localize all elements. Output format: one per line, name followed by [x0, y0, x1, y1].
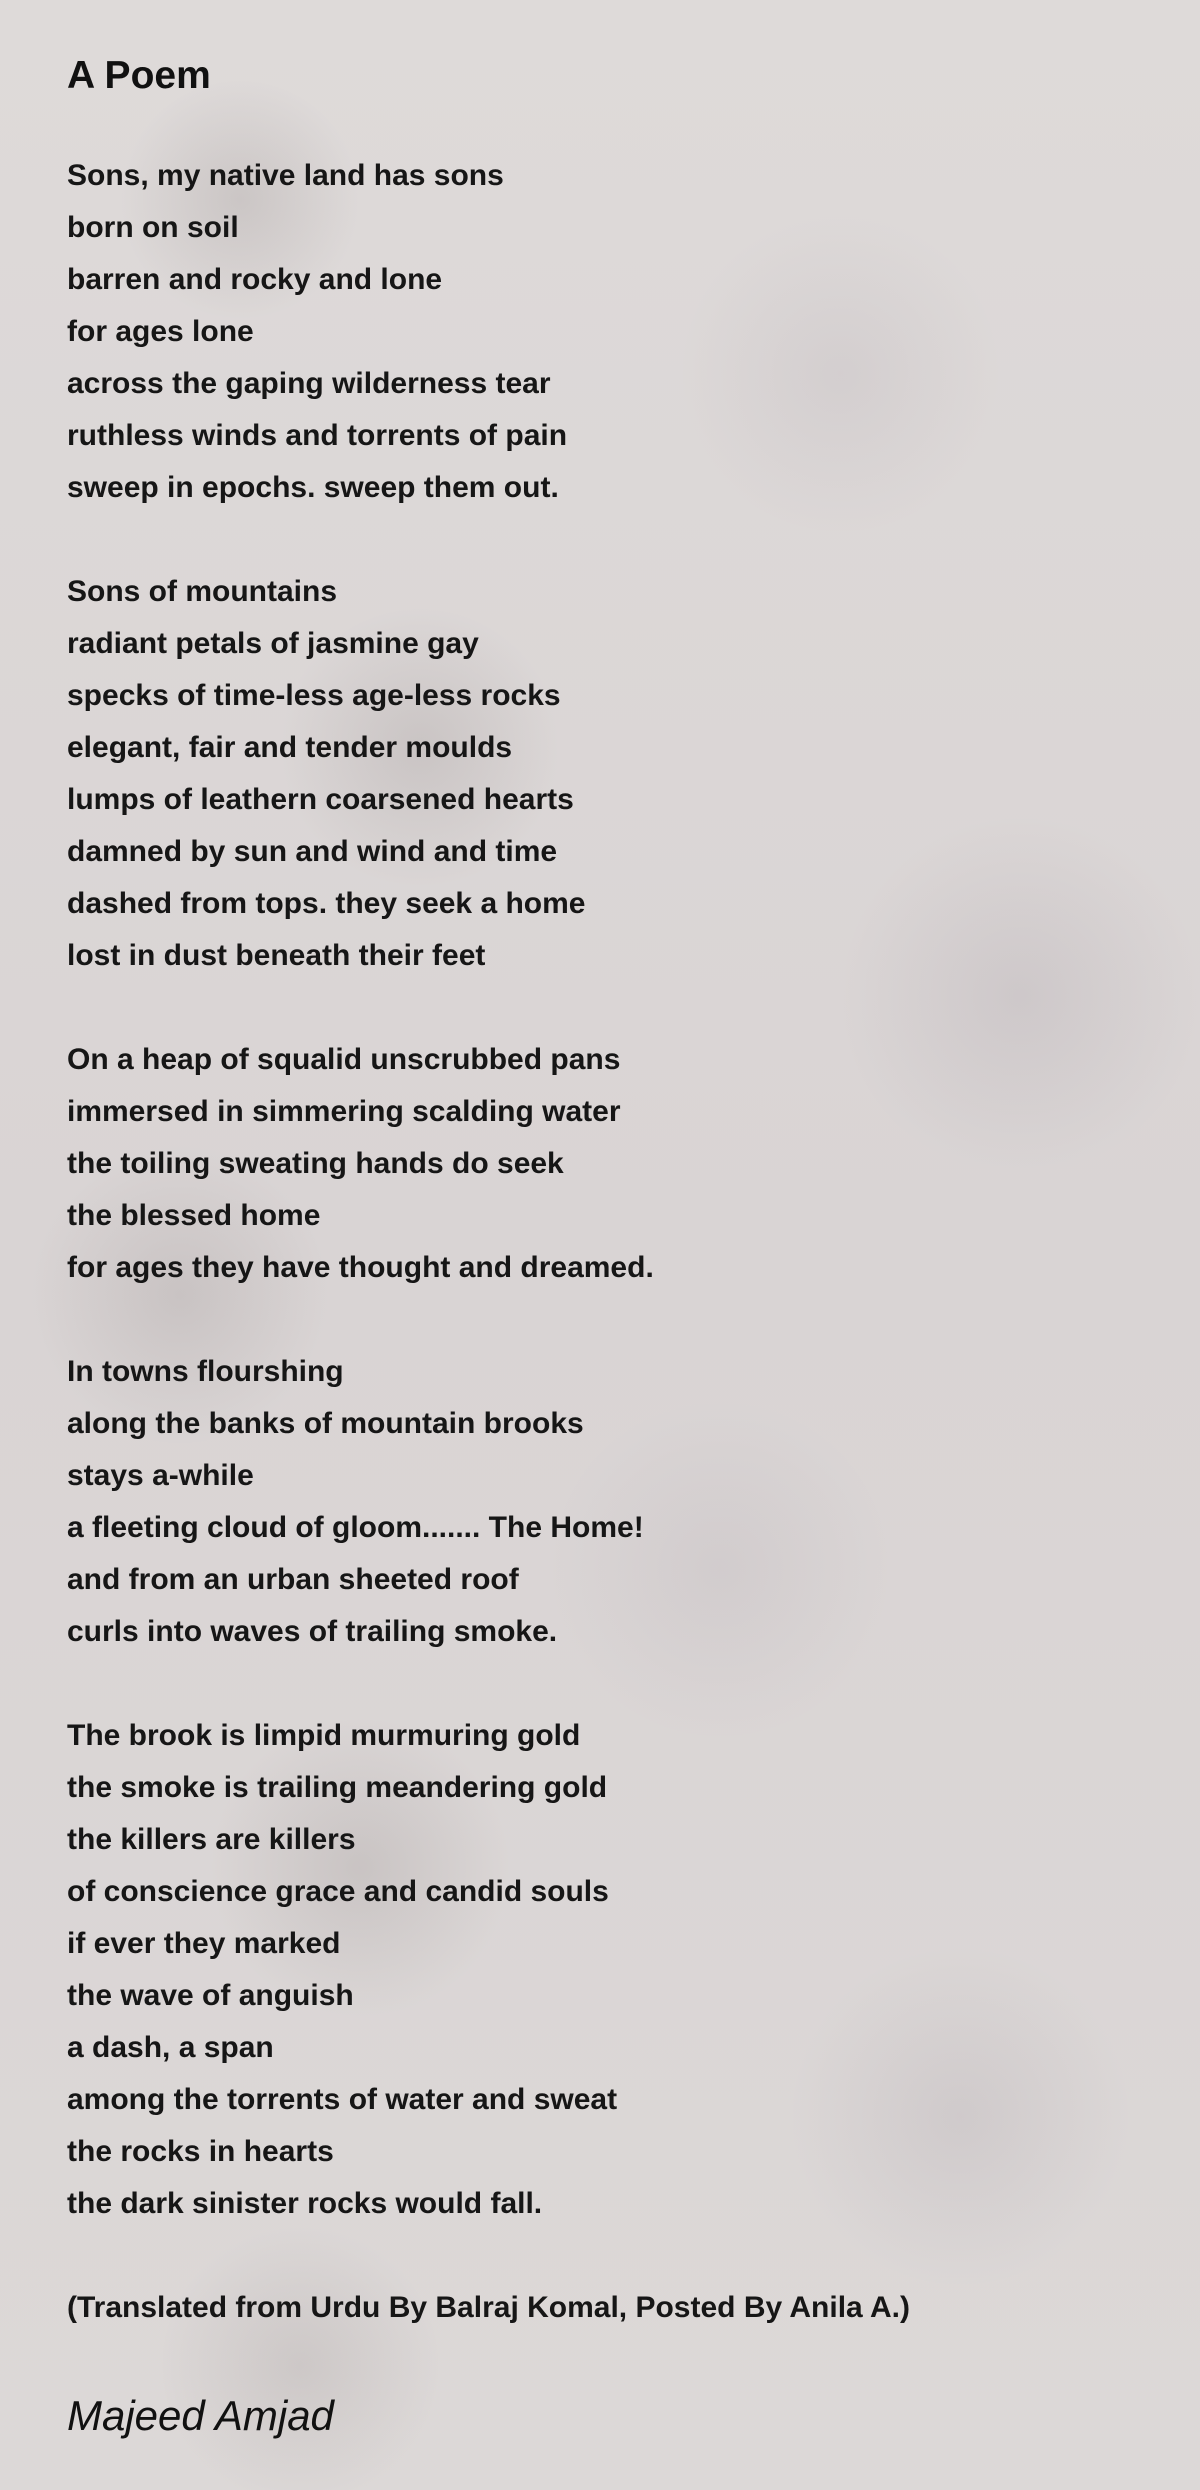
poem-line: On a heap of squalid unscrubbed pans — [67, 1043, 621, 1076]
poem-page — [67, 50, 1147, 2444]
poem-title: A Poem — [67, 54, 211, 97]
poem-line: the blessed home — [67, 1199, 321, 1232]
poem-body — [67, 150, 1147, 2230]
poem-line: the dark sinister rocks would fall. — [67, 2187, 543, 2220]
stanza-4 — [67, 1346, 1147, 1658]
poem-line: Sons of mountains — [67, 575, 337, 608]
poem-line: among the torrents of water and sweat — [67, 2083, 618, 2116]
poem-line: a dash, a span — [67, 2031, 274, 2064]
poem-line: elegant, fair and tender moulds — [67, 731, 513, 764]
poem-line: lumps of leathern coarsened hearts — [67, 783, 574, 816]
poem-line: immersed in simmering scalding water — [67, 1095, 621, 1128]
poem-line: born on soil — [67, 211, 239, 244]
poem-line: the killers are killers — [67, 1823, 356, 1856]
poem-line: specks of time-less age-less rocks — [67, 679, 561, 712]
poem-line: and from an urban sheeted roof — [67, 1563, 519, 1596]
poem-line: stays a-while — [67, 1459, 254, 1492]
poem-line: the smoke is trailing meandering gold — [67, 1771, 608, 1804]
poem-line: Sons, my native land has sons — [67, 159, 504, 192]
stanza-2 — [67, 566, 1147, 982]
poem-line: along the banks of mountain brooks — [67, 1407, 584, 1440]
poem-line: for ages they have thought and dreamed. — [67, 1251, 654, 1284]
poem-line: In towns flourshing — [67, 1355, 344, 1388]
poem-line: across the gaping wilderness tear — [67, 367, 551, 400]
stanza-1 — [67, 150, 1147, 514]
poem-line: damned by sun and wind and time — [67, 835, 558, 868]
poem-line: a fleeting cloud of gloom....... The Home! — [67, 1511, 644, 1544]
translation-note: (Translated from Urdu By Balraj Komal, Posted By Anila A.) — [67, 2291, 910, 2324]
poem-line: the toiling sweating hands do seek — [67, 1147, 564, 1180]
poem-line: lost in dust beneath their feet — [67, 939, 486, 972]
stanza-5 — [67, 1710, 1147, 2230]
poem-line: for ages lone — [67, 315, 254, 348]
poem-line: The brook is limpid murmuring gold — [67, 1719, 581, 1752]
poem-line: the wave of anguish — [67, 1979, 354, 2012]
poem-line: curls into waves of trailing smoke. — [67, 1615, 558, 1648]
stanza-3 — [67, 1034, 1147, 1294]
poem-line: of conscience grace and candid souls — [67, 1875, 609, 1908]
poem-line: the rocks in hearts — [67, 2135, 334, 2168]
poem-line: dashed from tops. they seek a home — [67, 887, 586, 920]
poem-line: ruthless winds and torrents of pain — [67, 419, 568, 452]
poem-author: Majeed Amjad — [67, 2392, 334, 2439]
poem-line: barren and rocky and lone — [67, 263, 443, 296]
poem-line: radiant petals of jasmine gay — [67, 627, 479, 660]
poem-line: if ever they marked — [67, 1927, 341, 1960]
poem-line: sweep in epochs. sweep them out. — [67, 471, 559, 504]
